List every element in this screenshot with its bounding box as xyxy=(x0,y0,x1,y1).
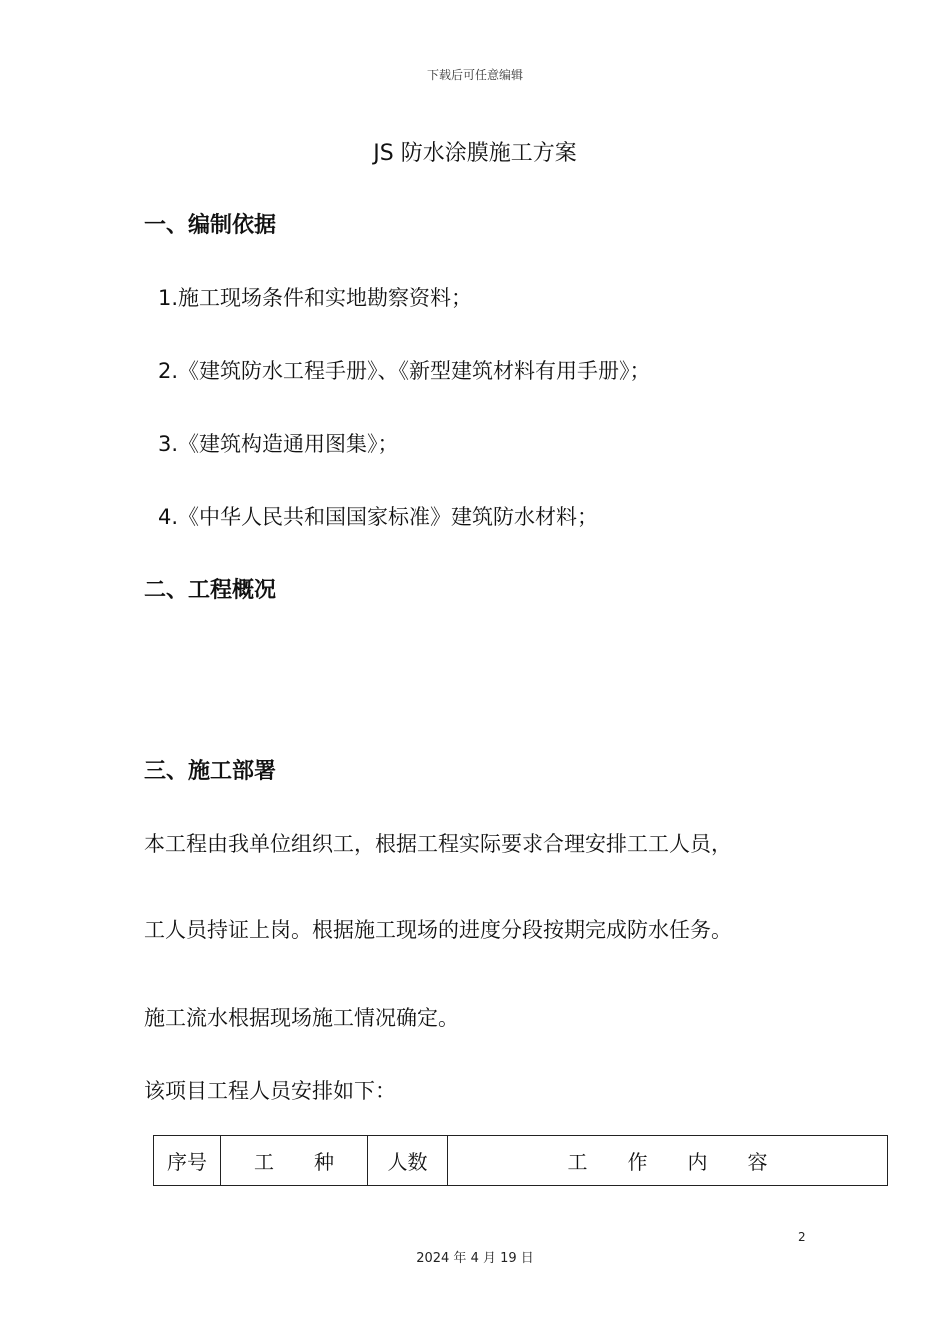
header-note: 下载后可任意编辑 xyxy=(426,68,523,82)
basis-item-1: 1.施工现场条件和实地勘察资料； xyxy=(158,286,473,310)
table-header-work-content: 工 作 内 容 xyxy=(448,1136,888,1186)
basis-item-2: 2.《建筑防水工程手册》、《新型建筑材料有用手册》； xyxy=(158,359,651,383)
document-title: JS 防水涂膜施工方案 xyxy=(373,141,577,166)
basis-item-4: 4.《中华人民共和国国家标准》建筑防水材料； xyxy=(158,505,599,529)
section-heading-deployment: 三、施工部署 xyxy=(144,759,277,784)
section-heading-overview: 二、工程概况 xyxy=(144,578,277,603)
table-header-row xyxy=(154,1136,888,1186)
page-number: 2 xyxy=(798,1230,806,1244)
deployment-paragraph-1: 本工程由我单位组织工，根据工程实际要求合理安排工工人员， xyxy=(144,832,732,856)
table-header-count: 人数 xyxy=(368,1136,448,1186)
footer-date: 2024 年 4 月 19 日 xyxy=(416,1251,534,1266)
deployment-paragraph-4: 该项目工程人员安排如下： xyxy=(144,1079,396,1103)
deployment-paragraph-3: 施工流水根据现场施工情况确定。 xyxy=(144,1006,459,1030)
section-heading-basis: 一、编制依据 xyxy=(144,213,277,238)
table-header-trade: 工 种 xyxy=(221,1136,368,1186)
staff-table xyxy=(153,1135,888,1186)
deployment-paragraph-2: 工人员持证上岗。根据施工现场的进度分段按期完成防水任务。 xyxy=(144,918,732,942)
table-header-index: 序号 xyxy=(154,1136,221,1186)
basis-item-3: 3.《建筑构造通用图集》； xyxy=(158,432,399,456)
